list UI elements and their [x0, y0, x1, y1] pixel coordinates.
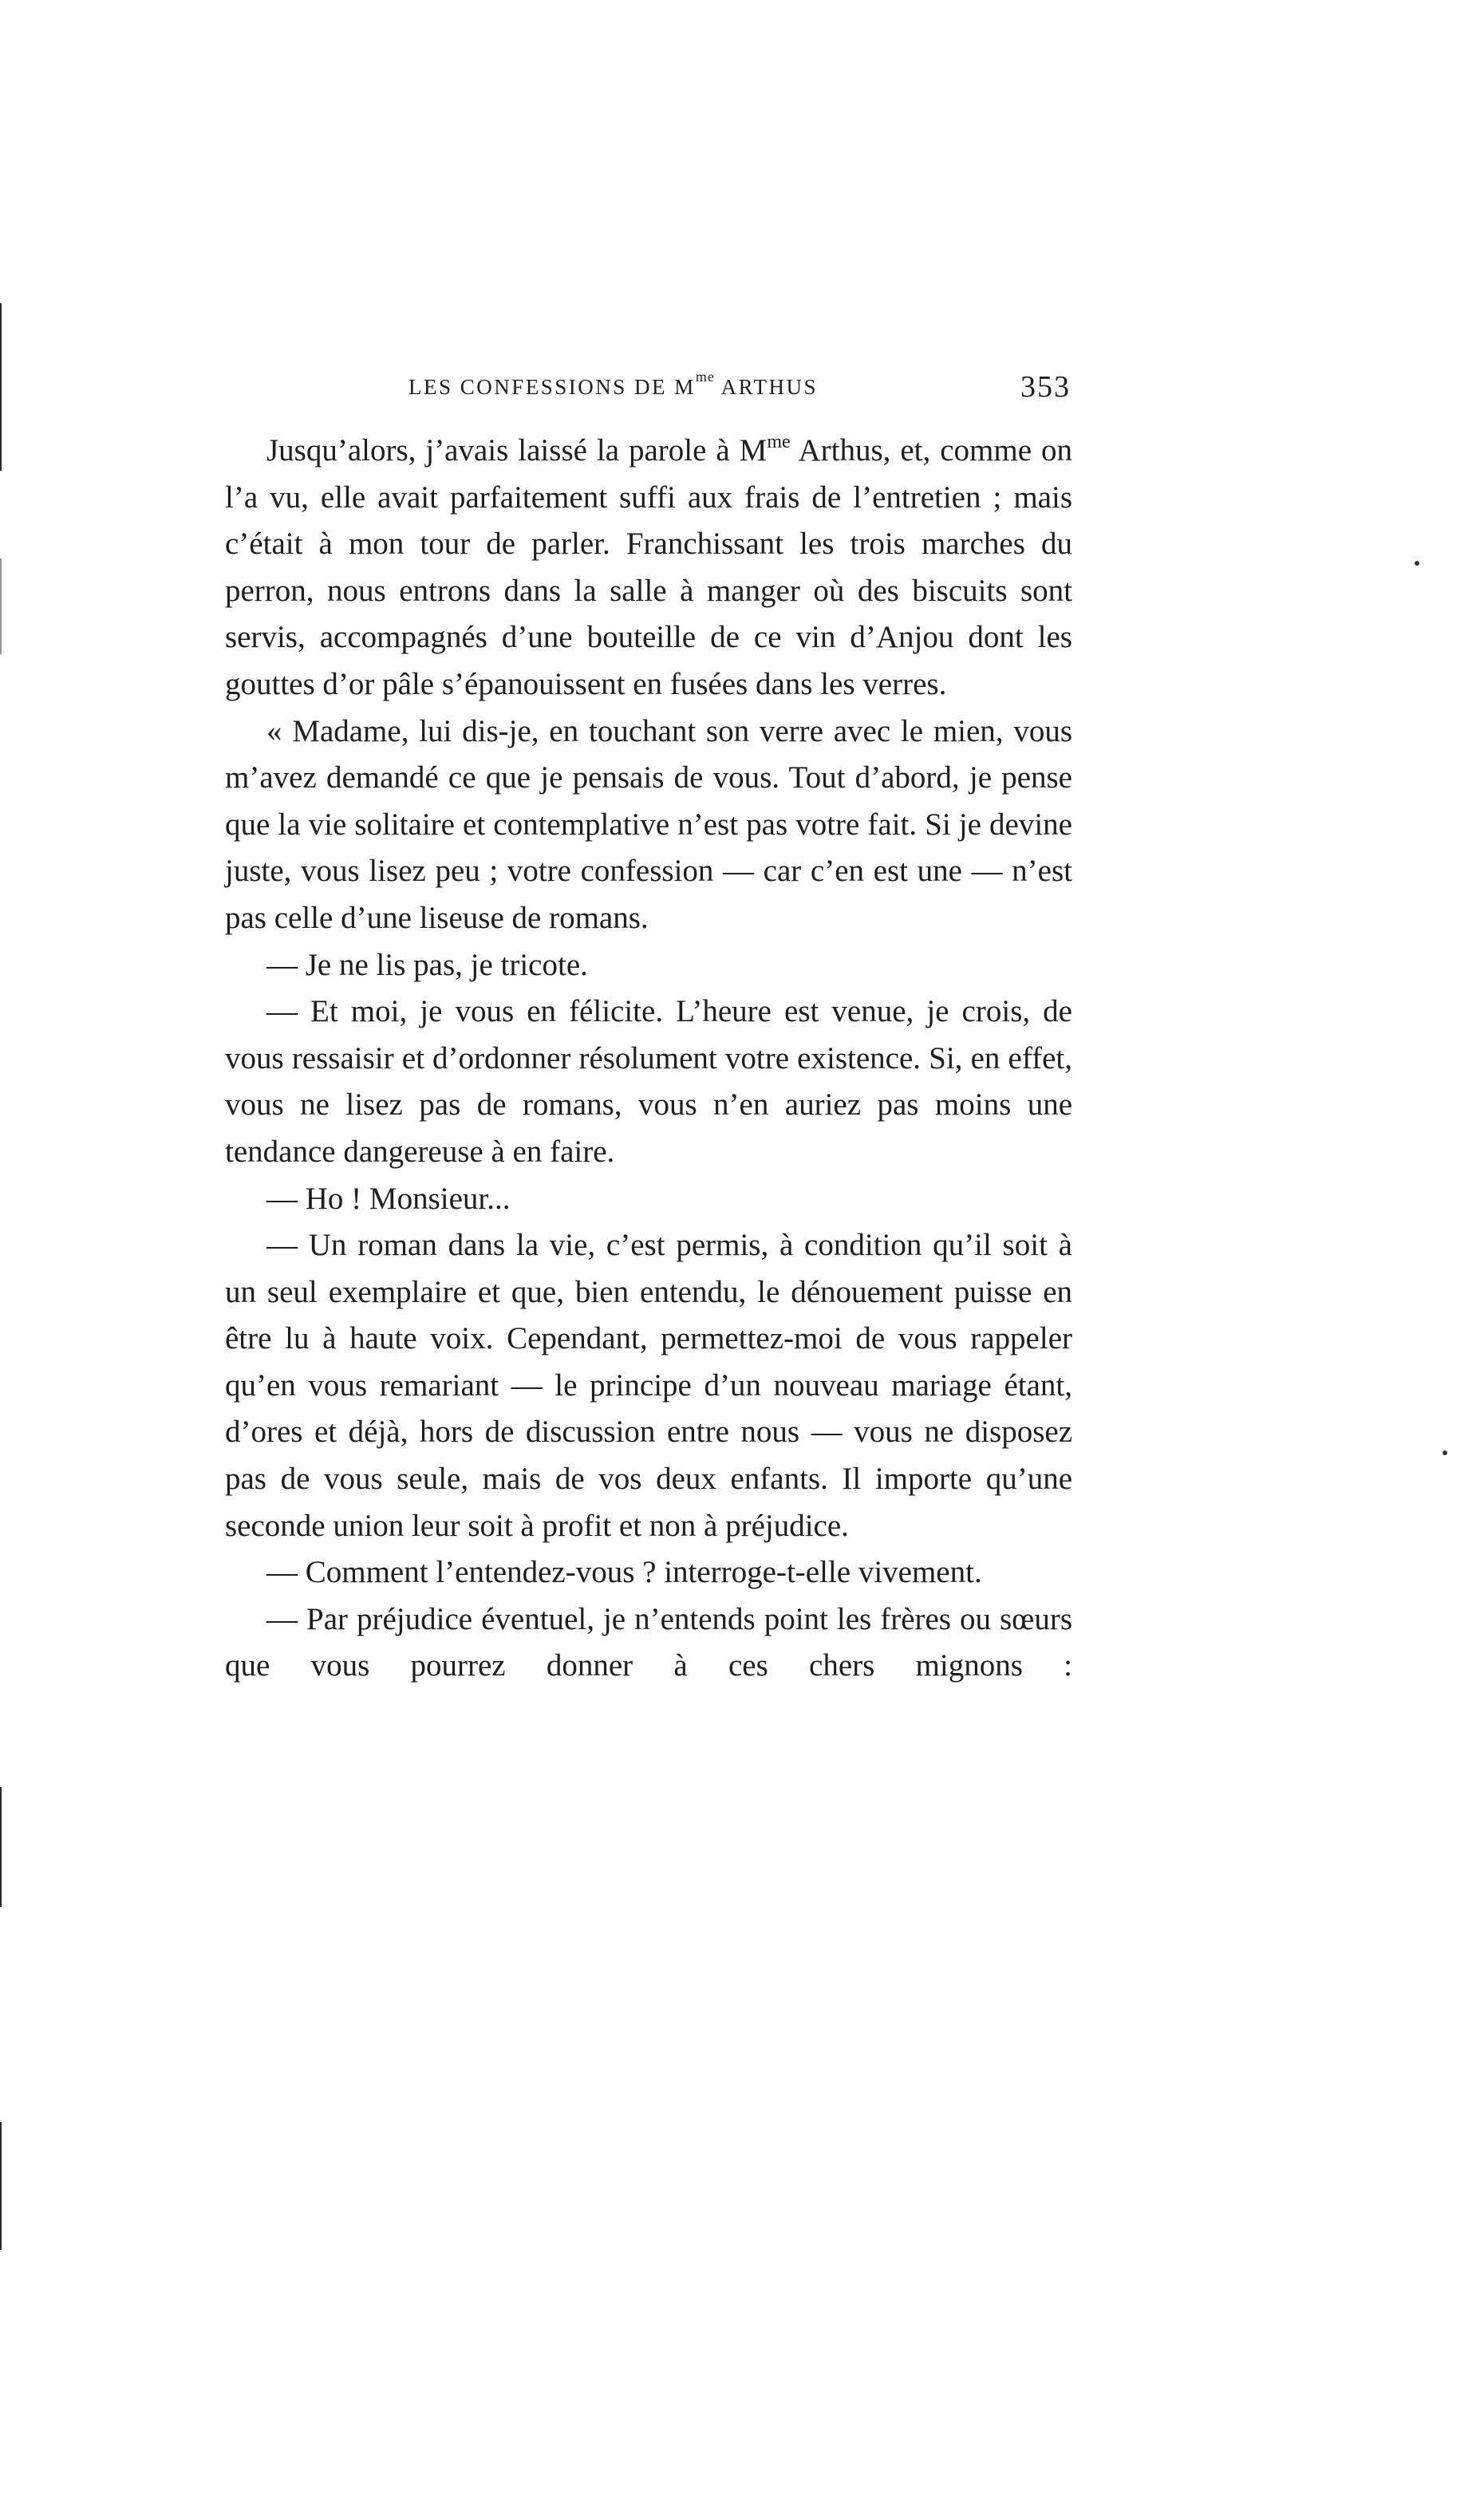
- paragraph: — Comment l’entendez-vous ? interroge-t-elle vivement.: [266, 1555, 982, 1590]
- scan-edge-line: [0, 303, 2, 471]
- paragraph: Jusqu’alors, j’avais laissé la parole à $M^{me}$ Arthus, et, comme on l’a vu, elle avait parfaitement suffi aux frais de l’entretien ; mais c’était à mon tour de parler. Franchissant les trois marches du perron, nous entrons dans la salle à manger où des biscuits sont servis, accompagnés d’une bouteille de ce vin d’Anjou dont les gouttes d’or pâle s’épanouissent en fusées dans les verres.: [225, 432, 1072, 701]
- paragraph: — Un roman dans la vie, c’est permis, à condition qu’il soit à un seul exemplaire et que, bien entendu, le dénouement puisse en être lu à haute voix. Cependant, permettez-moi de vous rappeler qu’en vous remariant — le principe d’un nouveau mariage étant, d’ores et déjà, hors de discussion entre nous — vous ne disposez pas de vous seule, mais de vos deux enfants. Il importe qu’une seconde union leur soit à profit et non à préjudice.: [225, 1228, 1072, 1543]
- paragraph: — Je ne lis pas, je tricote.: [266, 947, 588, 982]
- scan-edge-line: [0, 1787, 2, 1907]
- running-header: [408, 367, 1071, 407]
- paragraph: — Ho ! Monsieur...: [266, 1181, 511, 1216]
- paragraph: « Madame, lui dis-je, en touchant son verre avec le mien, vous m’avez demandé ce que je pensais de vous. Tout d’abord, je pense que la vie solitaire et contemplative n’est pas votre fait. Si je devine juste, vous lisez peu ; votre confession — car c’en est une — n’est pas celle d’une liseuse de romans.: [225, 713, 1072, 935]
- page-number: 353: [1020, 370, 1071, 404]
- scan-speck: [1415, 561, 1419, 566]
- scan-speck: [1443, 1450, 1447, 1455]
- scan-edge-line: [0, 2122, 2, 2250]
- scan-edge-line: [0, 558, 2, 654]
- body-text: [225, 428, 1072, 1690]
- paragraph: — Par préjudice éventuel, je n’entends point les frères ou sœurs que vous pourrez donner à ces chers mignons :: [225, 1601, 1072, 1683]
- running-title: LES CONFESSIONS DE $M^{me}$ ARTHUS: [408, 369, 818, 399]
- paragraph: — Et moi, je vous en félicite. L’heure est venue, je crois, de vous ressaisir et d’ordonner résolument votre existence. Si, en effet, vous ne lisez pas de romans, vous n’en auriez pas moins une tendance dangereuse à en faire.: [225, 994, 1072, 1169]
